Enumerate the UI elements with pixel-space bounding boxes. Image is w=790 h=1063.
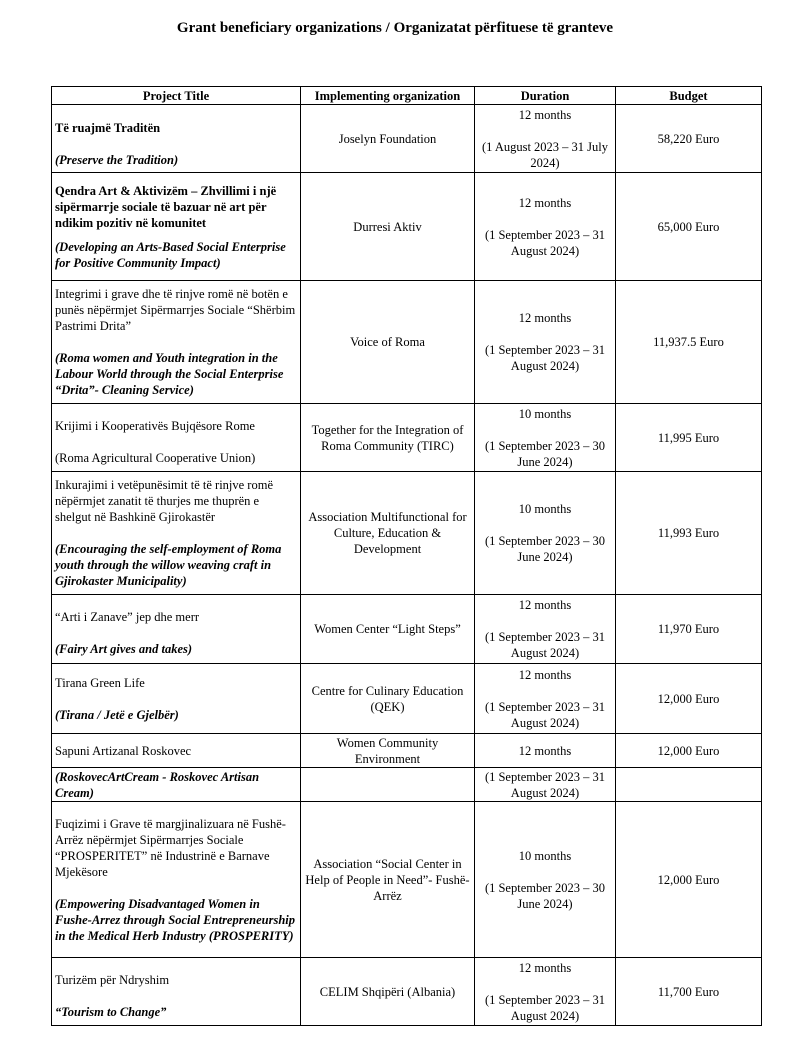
project-title-english: (Roma women and Youth integration in the Labour World through the Social Enterprise “Drita”- Cleaning Service): [55, 351, 284, 397]
organization-cell: Together for the Integration of Roma Community (TIRC): [301, 404, 475, 472]
duration-cell: [475, 105, 616, 173]
organization-cell: CELIM Shqipëri (Albania): [301, 958, 475, 1026]
header-project-title: Project Title: [52, 87, 301, 105]
project-title-english: (Encouraging the self-employment of Roma youth through the willow weaving craft in Gjirokaster Municipality): [55, 542, 282, 588]
duration-cell: [475, 472, 616, 595]
organization-cell: Voice of Roma: [301, 281, 475, 404]
duration-dates: (1 September 2023 – 31 August 2024): [484, 630, 606, 660]
project-title-albanian: Qendra Art & Aktivizëm – Zhvillimi i një sipërmarrje sociale të bazuar në art për ndikim pozitiv në komunitet: [55, 183, 277, 230]
organization-cell: Centre for Culinary Education (QEK): [301, 664, 475, 734]
duration-cell: [475, 281, 616, 404]
duration-cell: [475, 404, 616, 472]
duration-dates: (1 September 2023 – 30 June 2024): [484, 880, 606, 911]
organization-cell: Women Community Environment: [301, 734, 475, 768]
organization-cell-empty: [301, 768, 475, 802]
project-title-cell: [52, 802, 301, 958]
project-title-cell: [52, 958, 301, 1026]
duration-months: 12 months: [518, 960, 572, 975]
duration-cell: [475, 173, 616, 281]
table-row: [52, 664, 762, 734]
project-title-english: (RoskovecArtCream - Roskovec Artisan Cream): [55, 769, 260, 800]
project-title-cell: [52, 734, 301, 768]
project-title-cell: [52, 281, 301, 404]
project-title-albanian: Tirana Green Life: [55, 675, 145, 690]
budget-cell: 11,995 Euro: [616, 404, 762, 472]
project-title-english: (Developing an Arts-Based Social Enterprise for Positive Community Impact): [55, 239, 286, 270]
duration-cell: [475, 802, 616, 958]
project-title-english: (Tirana / Jetë e Gjelbër): [55, 707, 179, 722]
budget-cell: 65,000 Euro: [616, 173, 762, 281]
project-title-albanian: Turizëm për Ndryshim: [55, 972, 170, 987]
duration-months: 12 months: [518, 311, 572, 325]
duration-months: 12 months: [518, 667, 572, 682]
budget-cell: 12,000 Euro: [616, 802, 762, 958]
duration-dates: (1 September 2023 – 31 August 2024): [484, 343, 606, 373]
organization-cell: Joselyn Foundation: [301, 105, 475, 173]
duration-dates: (1 September 2023 – 30 June 2024): [484, 438, 606, 469]
budget-cell: 11,937.5 Euro: [616, 281, 762, 404]
table-row: [52, 281, 762, 404]
budget-cell: 58,220 Euro: [616, 105, 762, 173]
duration-cell: [475, 734, 616, 768]
project-title-albanian: Krijimi i Kooperativës Bujqësore Rome: [55, 418, 255, 433]
budget-cell: 12,000 Euro: [616, 664, 762, 734]
duration-dates: (1 August 2023 – 31 July 2024): [481, 139, 609, 170]
table-row: [52, 595, 762, 664]
budget-cell-empty: [616, 768, 762, 802]
project-title-english: (Roma Agricultural Cooperative Union): [55, 450, 256, 465]
grants-table: [51, 86, 762, 1026]
project-title-albanian: “Arti i Zanave” jep dhe merr: [55, 610, 200, 624]
table-row: [52, 802, 762, 958]
table-row-continuation: [52, 768, 762, 802]
duration-dates: (1 September 2023 – 30 June 2024): [484, 534, 606, 564]
duration-months: 12 months: [518, 598, 572, 612]
table-row: [52, 173, 762, 281]
project-title-english: (Empowering Disadvantaged Women in Fushe-Arrez through Social Entrepreneurship in the Medical Herb Industry (PROSPERITY): [55, 896, 296, 943]
project-title-cell: [52, 105, 301, 173]
table-row: [52, 958, 762, 1026]
duration-dates: (1 September 2023 – 31 August 2024): [484, 769, 606, 800]
organization-cell: Association “Social Center in Help of People in Need”- Fushë-Arrëz: [301, 802, 475, 958]
project-title-albanian: Inkurajimi i vetëpunësimit të të rinjve romë nëpërmjet zanatit të thurjes me thuprën e shelgut në Bashkinë Gjirokastër: [55, 478, 273, 524]
project-title-cell: [52, 173, 301, 281]
budget-cell: 11,970 Euro: [616, 595, 762, 664]
table-row: [52, 404, 762, 472]
project-title-cell: [52, 664, 301, 734]
organization-cell: Association Multifunctional for Culture, Education & Development: [301, 472, 475, 595]
project-title-english: (Fairy Art gives and takes): [55, 642, 193, 656]
budget-cell: 11,700 Euro: [616, 958, 762, 1026]
table-row: [52, 105, 762, 173]
organization-cell: Durresi Aktiv: [301, 173, 475, 281]
project-title-cell: [52, 595, 301, 664]
table-header-row: [52, 87, 762, 105]
project-title-english: “Tourism to Change”: [55, 1004, 167, 1019]
project-title-albanian: Fuqizimi i Grave të margjinalizuara në Fushë-Arrëz nëpërmjet Sipërmarrjes Sociale “PROSPERITET” në Industrinë e Barnave Mjekësore: [55, 816, 286, 879]
project-title-cell: [52, 404, 301, 472]
header-duration: Duration: [475, 87, 616, 105]
duration-months: 12 months: [518, 743, 572, 758]
duration-cell: [475, 768, 616, 802]
duration-months: 12 months: [518, 107, 572, 122]
duration-cell: [475, 958, 616, 1026]
header-implementing-organization: Implementing organization: [301, 87, 475, 105]
project-title-albanian: Integrimi i grave dhe të rinjve romë në botën e punës nëpërmjet Sipërmarrjes Sociale “Shërbim Pastrimi Drita”: [55, 287, 296, 333]
duration-months: 10 months: [518, 502, 572, 516]
table-row: [52, 734, 762, 768]
duration-dates: (1 September 2023 – 31 August 2024): [484, 227, 606, 258]
budget-cell: 12,000 Euro: [616, 734, 762, 768]
duration-cell: [475, 664, 616, 734]
duration-dates: (1 September 2023 – 31 August 2024): [484, 699, 606, 730]
duration-months: 10 months: [518, 848, 572, 863]
project-title-english: (Preserve the Tradition): [55, 152, 179, 167]
duration-months: 12 months: [518, 195, 572, 210]
duration-cell: [475, 595, 616, 664]
table-row: [52, 472, 762, 595]
budget-cell: 11,993 Euro: [616, 472, 762, 595]
organization-cell: Women Center “Light Steps”: [301, 595, 475, 664]
project-title-cell: [52, 768, 301, 802]
header-budget: Budget: [616, 87, 762, 105]
page-title: Grant beneficiary organizations / Organizatat përfituese të granteve: [176, 20, 614, 36]
duration-months: 10 months: [518, 406, 572, 421]
project-title-albanian: Sapuni Artizanal Roskovec: [55, 743, 192, 758]
project-title-albanian: Të ruajmë Traditën: [55, 120, 161, 135]
duration-dates: (1 September 2023 – 31 August 2024): [484, 992, 606, 1023]
project-title-cell: [52, 472, 301, 595]
